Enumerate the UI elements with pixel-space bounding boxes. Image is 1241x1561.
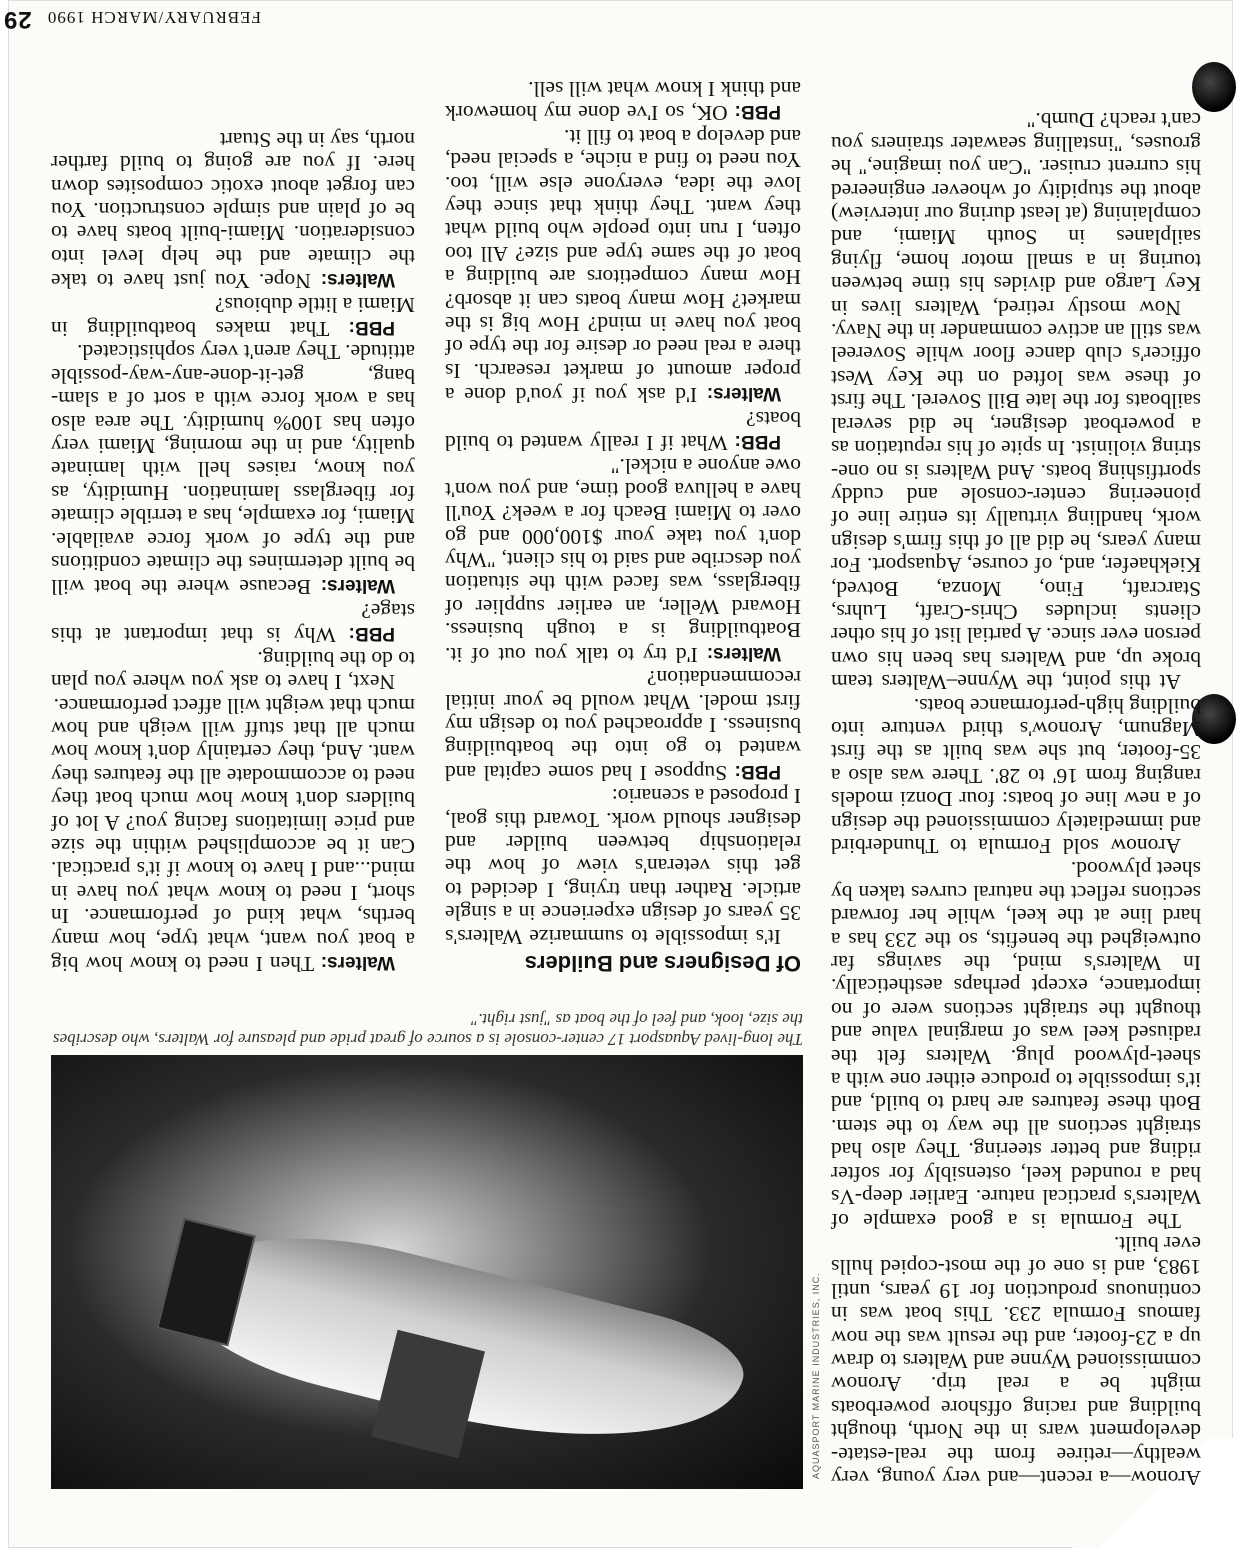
- speaker-label: PBB:: [734, 101, 781, 123]
- page-number: 29: [2, 6, 32, 33]
- speaker-label: PBB:: [734, 760, 781, 782]
- section-heading: Of Designers and Builders: [524, 951, 801, 976]
- running-footer: [3, 5, 261, 33]
- text-column-1: [831, 108, 1201, 1489]
- speaker-label: Walters:: [320, 952, 395, 973]
- speaker-label: Walters:: [706, 383, 781, 405]
- col1-paragraph-5: Now mostly retired, Walters lives in Key Largo and divides his time between touring in a small motor home, flying sailplanes in South Miami, and complaining (at least during our interview) about the stupidity of whoever engineered his current cruiser. "Can you imagine," he grouses, "installing seawater strainers you can't reach? Dumb.": [831, 108, 1201, 320]
- col1-paragraph-4: At this point, the Wynne–Walters team broke up, and Walters has been his own person ever since. A partial list of his other clients includes Chris-Craft, Luhrs, Starcraft, Fino, Monza, Botved, Kiekhaefer, and, of course, Aquasport. For many years, he did all of this firm's design work, handling virtually its entire line of pioneering center-console and cuddy sportfishing boats. And Walters is no one-string violinist. In spite of his reputation as a powerboat designer, he did several sailboats for the late Bill Soverel. The first of these was lofted on the Key West officer's club dance floor while Sovereel was still an active commander in the Navy.: [831, 319, 1201, 695]
- issue-date: FEBRUARY/MARCH 1990: [46, 8, 261, 27]
- photo-credit: AQUASPORT MARINE INDUSTRIES, INC.: [811, 1272, 821, 1479]
- speaker-label: Walters:: [706, 642, 781, 664]
- interview-question: OK, so I've done my homework and think I know what will sell.: [444, 76, 801, 126]
- col3-paragraph-next: Next, I have to ask you where you plan to do the building.: [51, 646, 415, 695]
- interview-answer: I'd ask you if you'd done a proper amount of market research. Is there a real need or desire for the type of boat you have in mind? How big is the market? How many boats can it absorb? How many competitors are building a boat of the same type and size? All too often, I run into people who build what they want. They think that since they love the idea, everyone else will, too. You need to find a niche, a special need, and develop a boat to fill it.: [445, 124, 801, 408]
- speaker-label: PBB:: [348, 623, 395, 645]
- speaker-label: Walters:: [320, 269, 395, 291]
- interview-answer: I'd try to talk you out of it. Boatbuilding is a tough business. Howard Weller, an earlier supplier of fiberglass, was faced with the situation you describe and said to his client, "Why don't you take your $100,000 and go over to Miami Beach for a week? You'll have a helluva good time, and you won't owe anyone a nickel.": [444, 454, 801, 667]
- photo-caption: The long-lived Aquasport 17 center-console is a source of great pride and pleasure for Walters, who describes the size, look, and feel of the boat as "just right.": [53, 1010, 803, 1049]
- interview-answer: Because where the boat will be built determines the climate conditions and the type of work force available. Miami, for example, has a terrible climate for fiberglass lamination. Humidity, as you know, raises hell with laminate quality, and in the morning, Miami very often has 100% humidity. The area also has a work force with a sort of a slam-bang, get-it-done-any-way-possible attitude. They aren't very sophisticated.: [50, 340, 415, 600]
- col2-paragraph-1: It's impossible to summarize Walters's 35 years of design experience in a single article. Rather than trying, I decided to get this veteran's view of how the relationship between builder and designer should work. Toward this goal, I proposed a scenario:: [445, 784, 801, 949]
- speaker-label: PBB:: [734, 431, 781, 453]
- text-column-2: [445, 77, 801, 975]
- interview-question: What if I really wanted to build boats?: [445, 406, 801, 456]
- interview-question: That makes boatbuilding in Miami a little dubious?: [51, 292, 415, 342]
- col1-paragraph-3: Aronow sold Formula to Thunderbird and immediately commissioned the design of a new line of boats: four Donzi models ranging from 16' to 28'. There was also a 35-footer, but she was built as the first Magnum, Aronow's third venture into building high-performance boats.: [831, 693, 1201, 859]
- interview-question: Why is that important at this stage?: [51, 598, 415, 648]
- interview-answer: Then I need to know how big a boat you want, what type, how many berths, what kind of performance. In short, I need to know what you have in mind...and I have to know if it's practical. Can it be accomplished within the size and price limitations facing you? A lot of builders don't know how much boat they need to accommodate all the features they want. And, they certainly don't know how much all that stuff will weigh and how much that weight will affect performance.: [51, 693, 415, 976]
- col1-paragraph-1: Aronow—a recent—and very young, very wealthy—retiree from the real-estate-development wars in the North, thought building and racing offshore powerboats might be a real trip. Aronow commissioned Wynne and Walters to draw up a 23-footer, and the result was the now famous Formula 233. This boat was in continuous production for 19 years, until 1983, and is one of the most-copied hulls ever built.: [831, 1231, 1201, 1490]
- speaker-label: Walters:: [320, 575, 395, 597]
- interview-question: Suppose I had some capital and wanted to go into the boatbuilding business. I approached you to design my first model. What would be your initial recommendation?: [444, 666, 801, 785]
- interview-answer: Nope. You just have to take the climate and the help level into consideration. Miami-built boats have to be of plain and simple construction. You can forget about exotic composites down here. If you are going to build farther north, say in the Stuart: [51, 127, 415, 294]
- boat-hull-shape: [173, 1203, 753, 1484]
- col1-paragraph-2: The Formula is a good example of Walters's practical nature. Earlier deep-Vs had a rounded keel, ostensibly for softer riding and better steering. They also had straight sections all the way to the stem. Both these features are hard to build, and it's impossible to produce either one with a sheet-plywood plug. Walters felt the radiused keel was of marginal value and thought the straight sections were of no importance, except perhaps aesthetically. In Walters's mind, the savings far outweighed the benefits, so the 233 has a hard line at the keel, while her forward sections reflect the natural curves taken by sheet plywood.: [831, 857, 1201, 1233]
- speaker-label: PBB:: [348, 317, 395, 339]
- text-column-3: [51, 127, 415, 975]
- boat-photo: [51, 1055, 803, 1489]
